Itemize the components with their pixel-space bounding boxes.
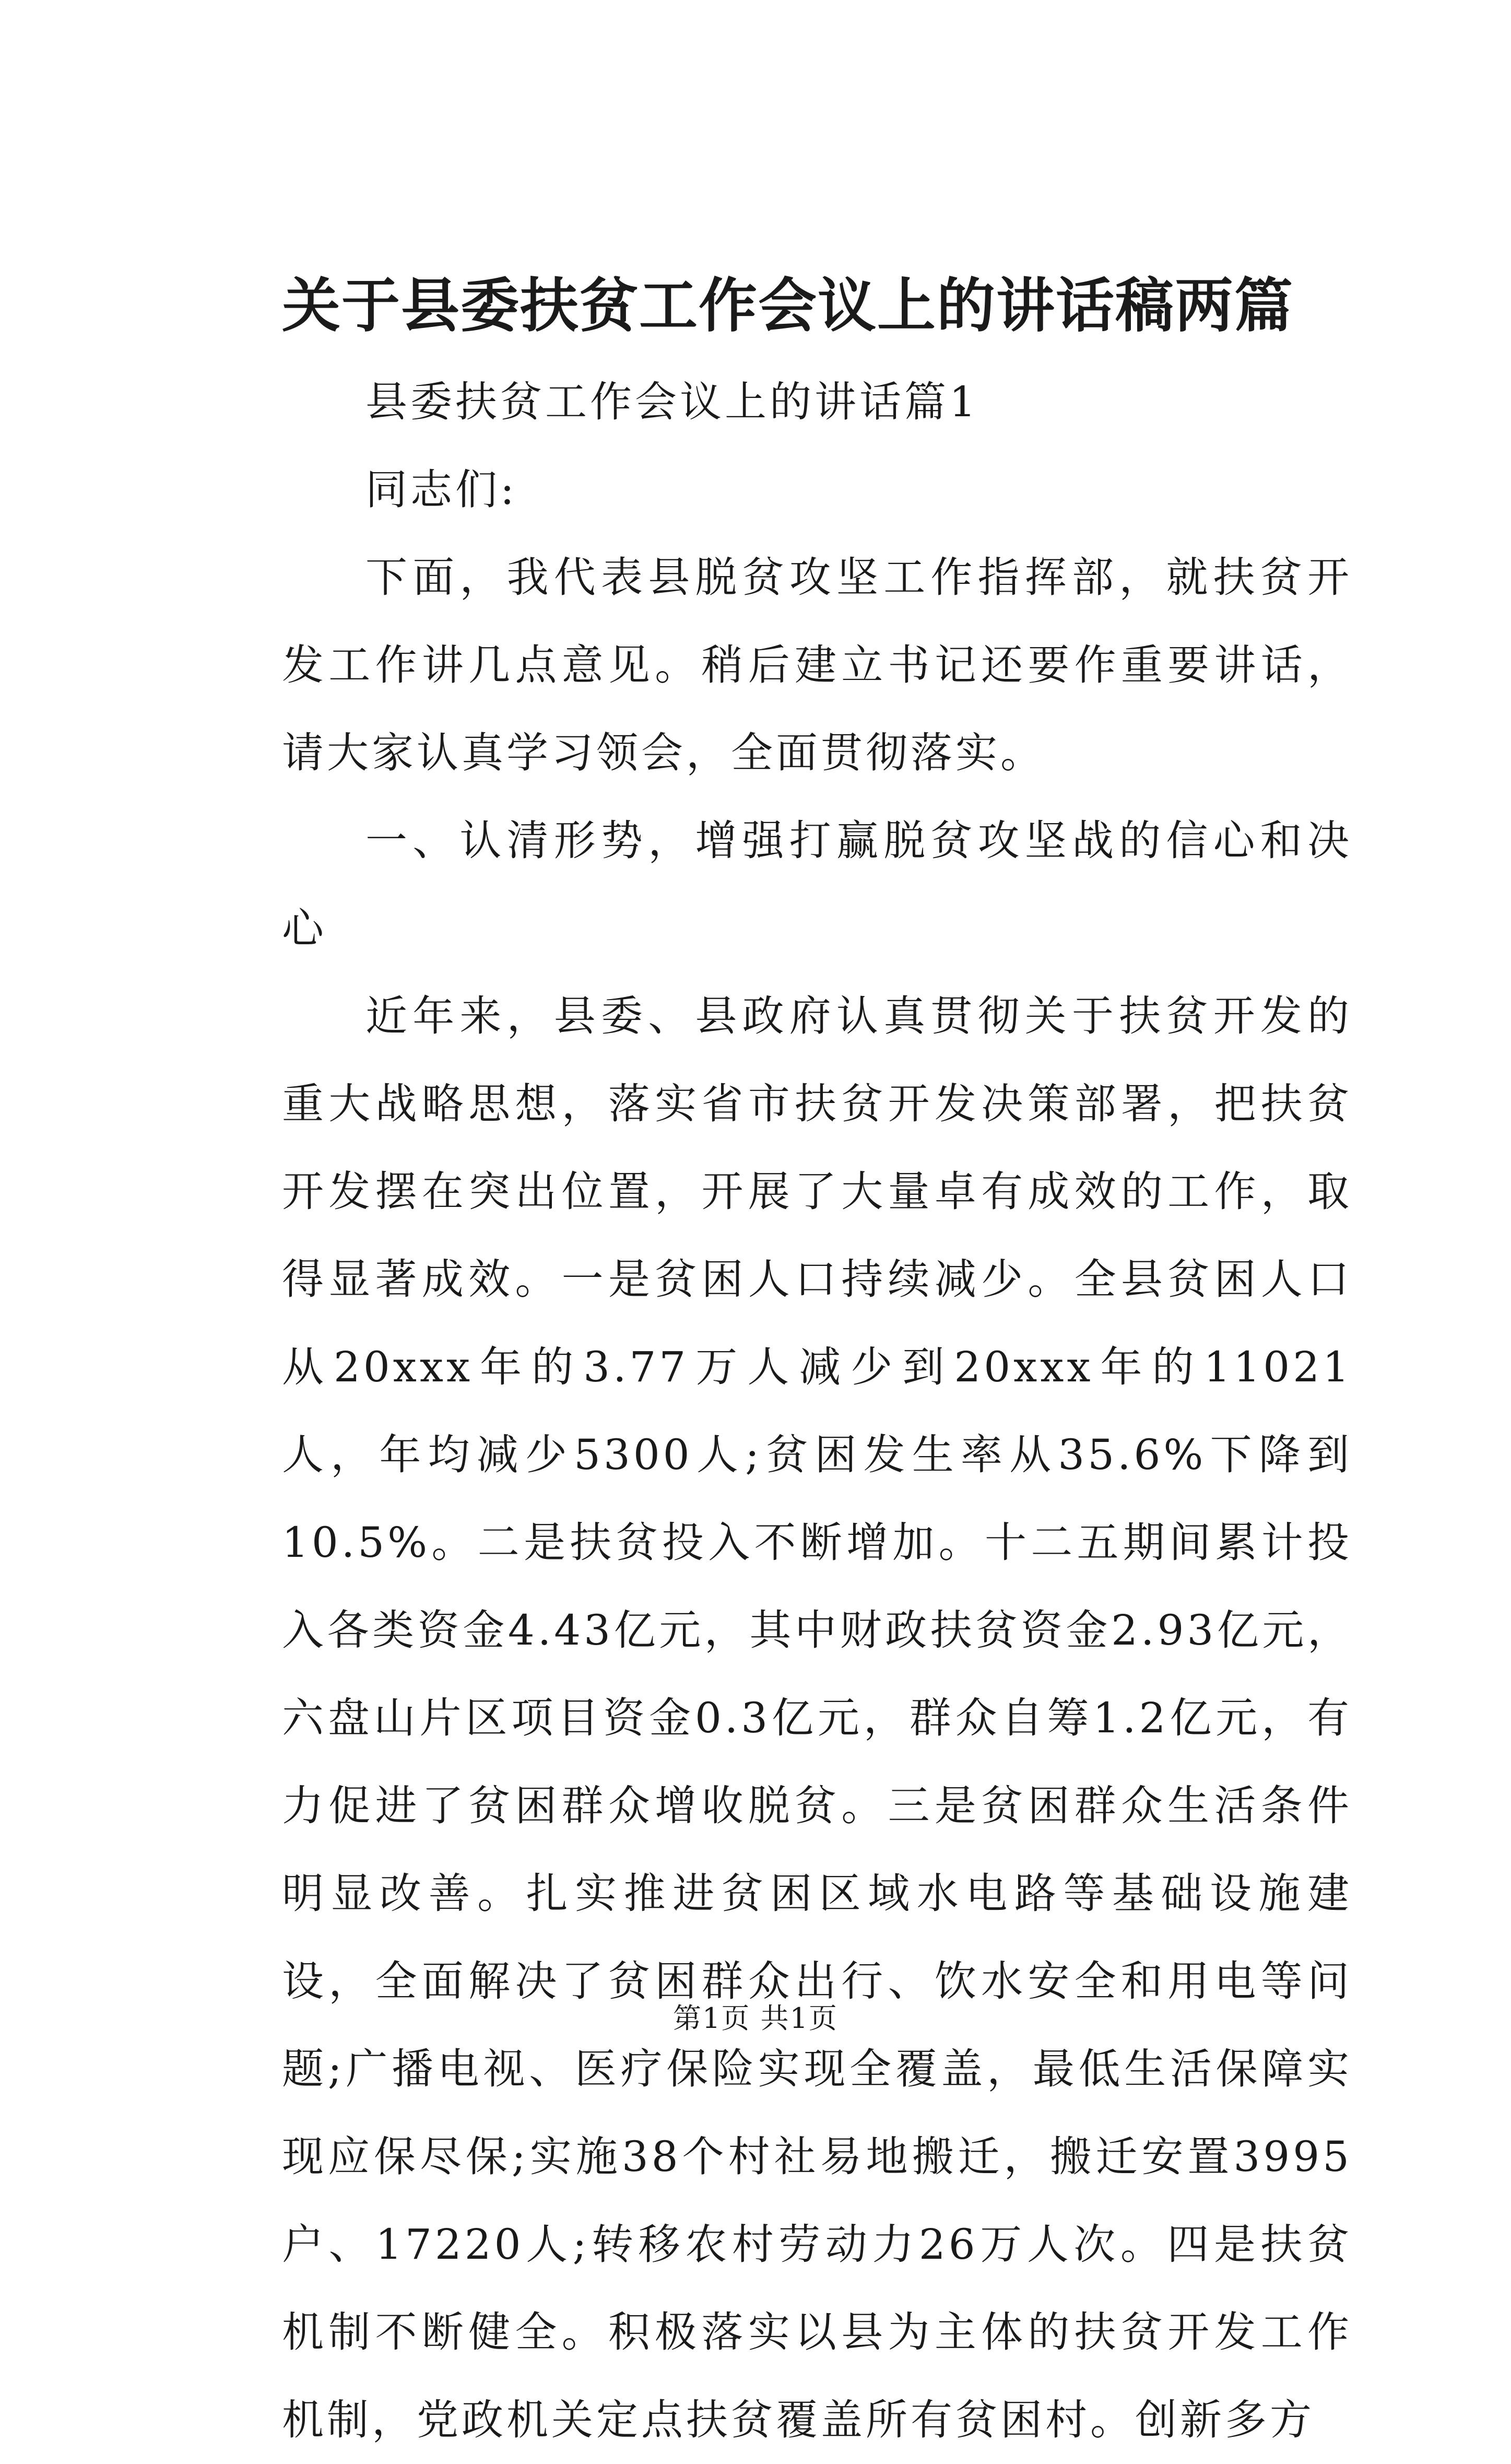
paragraph: 下面，我代表县脱贫攻坚工作指挥部，就扶贫开发工作讲几点意见。稍后建立书记还要作重要讲话，请大家认真学习领会，全面贯彻落实。 bbox=[282, 553, 1352, 777]
page-footer: 第1页 共1页 bbox=[673, 2002, 838, 2035]
subsection-heading: 一、认清形势，增强打赢脱贫攻坚战的信心和决心 bbox=[282, 816, 1352, 953]
document-title: 关于县委扶贫工作会议上的讲话稿两篇 bbox=[282, 272, 1294, 340]
document-body bbox=[282, 358, 1352, 2464]
salutation: 同志们: bbox=[365, 465, 517, 514]
paragraph: 近年来，县委、县政府认真贯彻关于扶贫开发的重大战略思想，落实省市扶贫开发决策部署，把扶贫开发摆在突出位置，开展了大量卓有成效的工作，取得显著成效。一是贫困人口持续减少。全县贫困人口从20xxx年的3.77万人减少到20xxx年的11021人，年均减少5300人;贫困发生率从35.6%下降到10.5%。二是扶贫投入不断增加。十二五期间累计投入各类资金4.43亿元，其中财政扶贫资金2.93亿元，六盘山片区项目资金0.3亿元，群众自筹1.2亿元，有力促进了贫困群众增收脱贫。三是贫困群众生活条件明显改善。扎实推进贫困区域水电路等基础设施建设，全面解决了贫困群众出行、饮水安全和用电等问题;广播电视、医疗保险实现全覆盖，最低生活保障实现应保尽保;实施38个村社易地搬迁，搬迁安置3995户、17220人;转移农村劳动力26万人次。四是扶贫机制不断健全。积极落实以县为主体的扶贫开发工作机制，党政机关定点扶贫覆盖所有贫困村。创新多方 bbox=[282, 992, 1352, 2444]
section-heading: 县委扶贫工作会议上的讲话篇1 bbox=[365, 378, 979, 426]
